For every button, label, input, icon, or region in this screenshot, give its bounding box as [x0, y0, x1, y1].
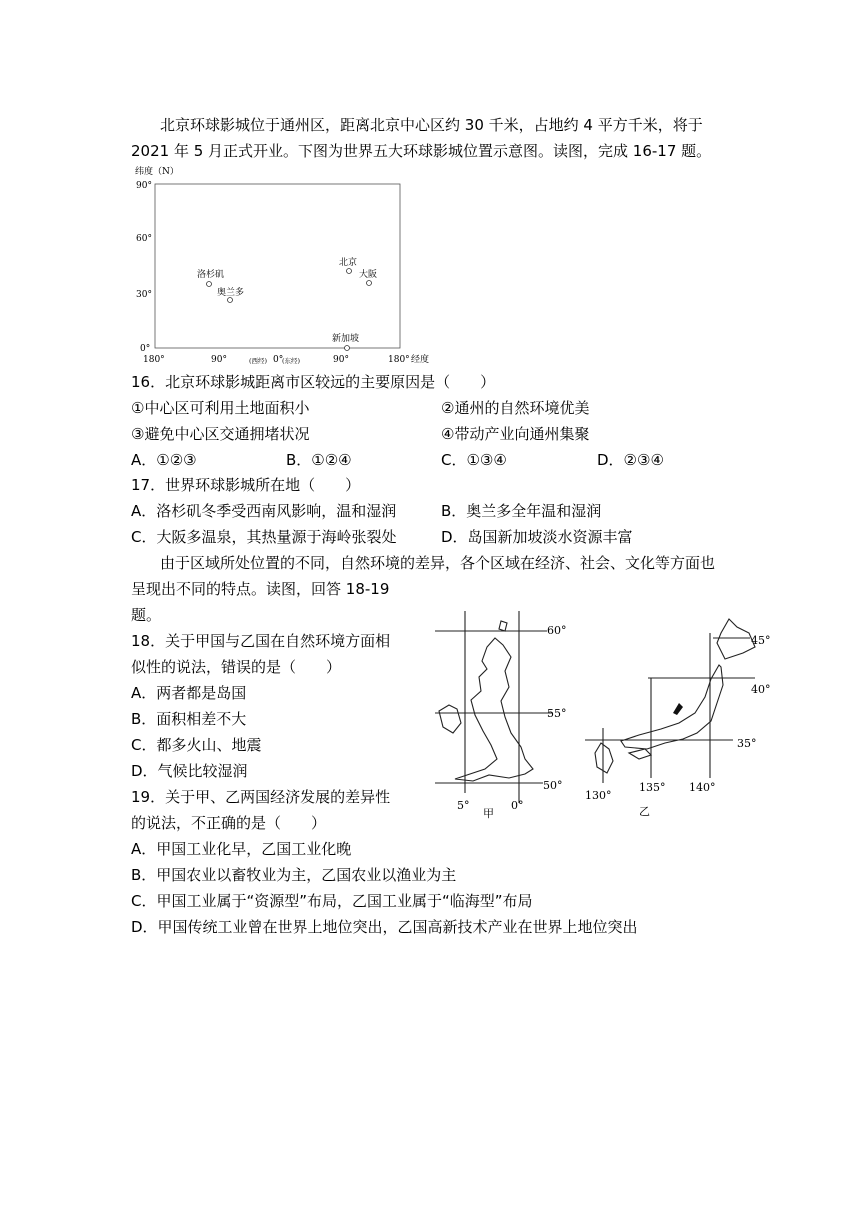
q17-option-d: D．岛国新加坡淡水资源丰富 [441, 528, 633, 546]
yi-lake-mark [673, 703, 683, 715]
q18-option-d: D．气候比较湿润 [131, 762, 248, 780]
yi-lon-140: 140° [689, 781, 716, 794]
q16-statement-2: ②通州的自然环境优美 [441, 399, 590, 417]
y-tick-90: 90° [136, 181, 152, 191]
jia-lon-0: 0° [511, 799, 524, 812]
q17-stem: 17．世界环球影城所在地（ ） [131, 476, 361, 494]
jia-country-label: 甲 [483, 807, 494, 820]
x-tick-0: 0° [273, 355, 284, 365]
q16-option-d: D．②③④ [597, 451, 664, 469]
x-tick-90w: 90° [211, 355, 227, 365]
yi-hokkaido-coast [717, 619, 755, 659]
intro2-line-3: 题。 [131, 606, 162, 624]
q17-option-b: B．奥兰多全年温和湿润 [441, 502, 602, 520]
yi-lat-45: 45° [751, 634, 770, 647]
figure1-ylabel: 纬度（N） [135, 167, 179, 177]
q19-option-c: C．甲国工业属于“资源型”布局，乙国工业属于“临海型”布局 [131, 892, 533, 910]
q16-statement-3: ③避免中心区交通拥堵状况 [131, 425, 310, 443]
yi-lat-40: 40° [751, 683, 770, 696]
orlando-marker [228, 298, 233, 303]
y-tick-30: 30° [136, 290, 152, 300]
q18-option-b: B．面积相差不大 [131, 710, 247, 728]
q18-option-c: C．都多火山、地震 [131, 736, 262, 754]
q19-option-d: D．甲国传统工业曾在世界上地位突出，乙国高新技术产业在世界上地位突出 [131, 918, 638, 936]
intro-text-line-1: 北京环球影城位于通州区，距离北京中心区约 30 千米，占地约 4 平方千米，将于 [160, 116, 703, 134]
q19-stem-line-2: 的说法，不正确的是（ ） [131, 814, 327, 832]
beijing-marker [347, 269, 352, 274]
osaka-marker [367, 281, 372, 286]
y-tick-0: 0° [140, 344, 151, 354]
q16-option-c: C．①③④ [441, 451, 507, 469]
city-beijing: 北京 [339, 258, 358, 268]
city-orlando: 奥兰多 [217, 288, 245, 298]
two-countries-map-figure [425, 603, 770, 825]
los-angeles-marker [207, 282, 212, 287]
q16-stem: 16．北京环球影城距离市区较远的主要原因是（ ） [131, 373, 496, 391]
q18-option-a: A．两者都是岛国 [131, 684, 247, 702]
figure1-frame [155, 184, 400, 348]
q18-stem-line-1: 18．关于甲国与乙国在自然环境方面相 [131, 632, 391, 650]
figure1-xlabel: 经度 [411, 355, 430, 365]
q19-stem-line-1: 19．关于甲、乙两国经济发展的差异性 [131, 788, 391, 806]
yi-kyushu-coast [595, 743, 613, 773]
yi-shikoku-coast [629, 749, 651, 759]
q16-option-b: B．①②④ [286, 451, 352, 469]
y-tick-60: 60° [136, 234, 152, 244]
intro2-line-1: 由于区域所处位置的不同，自然环境的差异，各个区域在经济、社会、文化等方面也 [160, 554, 716, 572]
universal-studios-location-figure [133, 162, 443, 367]
city-osaka: 大阪 [359, 270, 378, 280]
q17-option-a: A．洛杉矶冬季受西南风影响，温和湿润 [131, 502, 397, 520]
city-los-angeles: 洛杉矶 [197, 270, 225, 280]
q19-option-a: A．甲国工业化早，乙国工业化晚 [131, 840, 352, 858]
x-tick-90e: 90° [333, 355, 349, 365]
jia-island-coast [499, 621, 507, 631]
jia-ireland-coast [439, 705, 461, 733]
q16-option-a: A．①②③ [131, 451, 197, 469]
q19-option-b: B．甲国农业以畜牧业为主，乙国农业以渔业为主 [131, 866, 457, 884]
jia-coastline [455, 638, 533, 781]
jia-lat-60: 60° [547, 624, 567, 637]
city-singapore: 新加坡 [332, 334, 360, 344]
jia-lat-55: 55° [547, 707, 567, 720]
yi-lon-135: 135° [639, 781, 666, 794]
x-tick-180w: 180° [143, 355, 165, 365]
q16-statement-1: ①中心区可利用土地面积小 [131, 399, 310, 417]
yi-lon-130: 130° [585, 789, 612, 802]
x-sub-west: (西经) [249, 357, 268, 365]
q17-option-c: C．大阪多温泉，其热量源于海岭张裂处 [131, 528, 397, 546]
x-tick-180e: 180° [388, 355, 410, 365]
yi-lat-35: 35° [737, 737, 757, 750]
q18-stem-line-2: 似性的说法，错误的是（ ） [131, 658, 342, 676]
x-sub-east: (东经) [282, 357, 301, 365]
q16-statement-4: ④带动产业向通州集聚 [441, 425, 590, 443]
intro2-line-2: 呈现出不同的特点。读图，回答 18-19 [131, 580, 390, 598]
jia-lon-5: 5° [457, 799, 470, 812]
singapore-marker [345, 346, 350, 351]
jia-lat-50: 50° [543, 779, 563, 792]
yi-country-label: 乙 [639, 805, 650, 818]
intro-text-line-2: 2021 年 5 月正式开业。下图为世界五大环球影城位置示意图。读图，完成 16-17 题。 [131, 142, 712, 160]
